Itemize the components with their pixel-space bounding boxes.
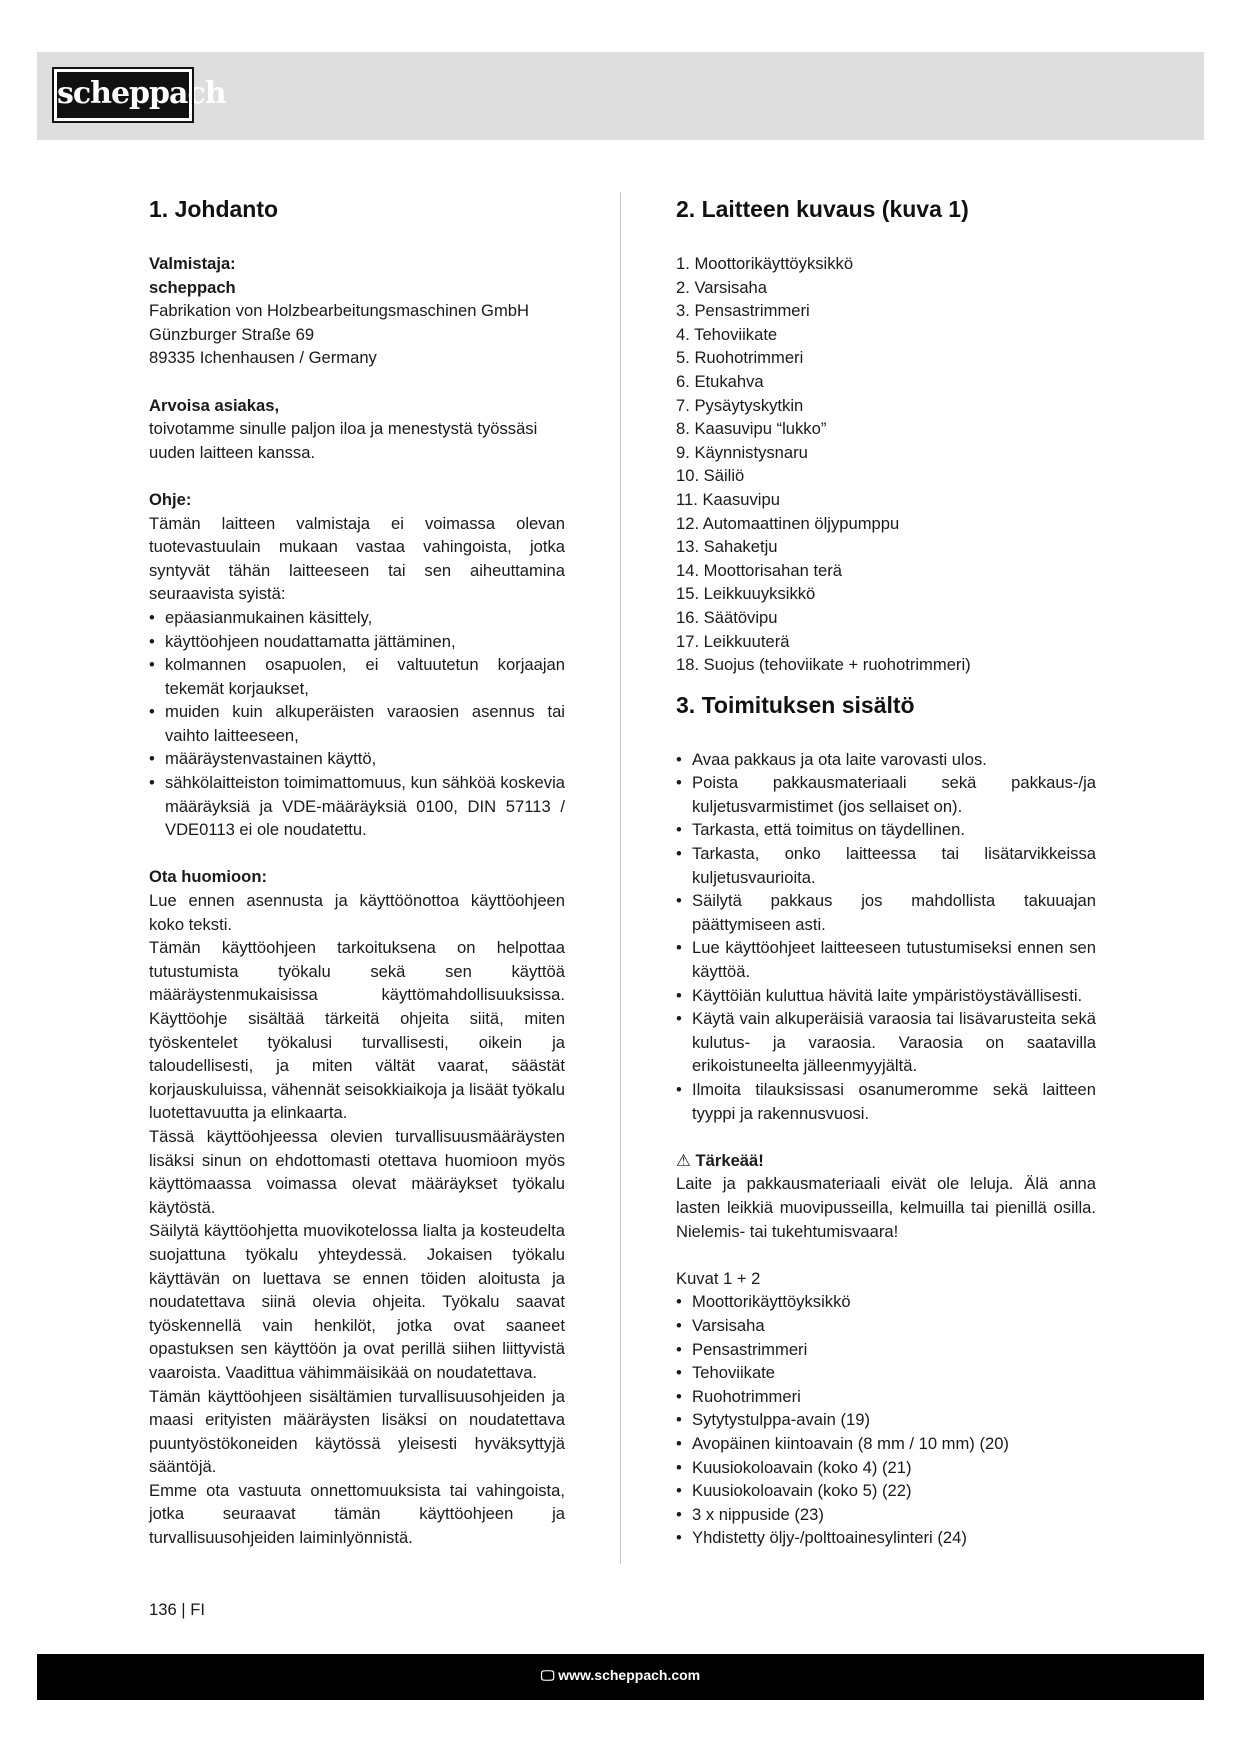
delivery-list [676,748,1096,1126]
list-item: • kolmannen osapuolen, ei valtuutetun korjaajan tekemät korjaukset, [149,653,565,700]
dear-customer-text: toivotamme sinulle paljon iloa ja menestystä työssäsi uuden laitteen kanssa. [149,419,538,462]
important-heading [676,1149,1096,1173]
note-label: Ohje: [149,489,192,509]
list-item: 10. Säiliö [676,466,745,486]
attention-paragraph: Tämän käyttöohjeen sisältämien turvallisuusohjeiden ja maasi erityisten määräysten lisäksi on noudatettava puuntyöstökoneiden käytössä yleisesti hyväksyttyjä sääntöjä. [149,1386,565,1477]
figures-label: Kuvat 1 + 2 [676,1268,761,1288]
attention-label: Ota huomioon: [149,867,267,887]
list-item: • Tehoviikate [676,1361,1096,1385]
important-text: Laite ja pakkausmateriaali eivät ole leluja. Älä anna lasten leikkiä muovipusseilla, kelmuilla tai pienillä osilla. Nielemis- tai tukehtumisvaara! [676,1174,1096,1241]
list-item: • Avopäinen kiintoavain (8 mm / 10 mm) (20) [676,1432,1096,1456]
figure-items-list [676,1290,1096,1550]
footer-band [37,1654,1204,1700]
list-item: 4. Tehoviikate [676,324,778,344]
list-item: • Moottorikäyttöyksikkö [676,1290,1096,1314]
list-item: • Ilmoita tilauksissasi osanumeromme sekä laitteen tyyppi ja rakennusvuosi. [676,1078,1096,1125]
list-item: • käyttöohjeen noudattamatta jättäminen, [149,630,565,654]
website-url: www.scheppach.com [558,1667,701,1683]
right-column [676,191,1096,1550]
address-line: Günzburger Straße 69 [149,324,315,344]
list-item: • Varsisaha [676,1314,1096,1338]
list-item: • Ruohotrimmeri [676,1385,1096,1409]
list-item: • 3 x nippuside (23) [676,1503,1096,1527]
attention-paragraph: Tämän käyttöohjeen tarkoituksena on helpottaa tutustumista työkalu sekä sen käyttöä määräystenmukaisissa käyttömahdollisuuksissa. Käyttöohje sisältää tärkeitä ohjeita siitä, miten työskentelet työkalusi turvallisesti, oikein ja taloudellisesti, ja miten vältät vaarat, säästät korjauskuluissa, vähennät seisokkiaikoja ja lisäät työkalu luotettavuutta ja elinkaarta. [149,938,565,1123]
manufacturer-label: Valmistaja: [149,254,236,273]
list-item: • Yhdistetty öljy-/polttoainesylinteri (24) [676,1526,1096,1550]
section-title-introduction: 1. Johdanto [149,196,279,222]
list-item: • Poista pakkausmateriaali sekä pakkaus-/ja kuljetusvarmistimet (jos sellaiset on). [676,771,1096,818]
list-item: 16. Säätövipu [676,607,778,627]
list-item: • Kuusiokoloavain (koko 4) (21) [676,1456,1096,1480]
attention-paragraph: Tässä käyttöohjeessa olevien turvallisuusmääräysten lisäksi sinun on ehdottomasti otettava huomioon myös käyttömaassa voimassa olevat määräykset työkalu käytöstä. [149,1126,565,1217]
list-item: • Kuusiokoloavain (koko 5) (22) [676,1479,1096,1503]
list-item: • Avaa pakkaus ja ota laite varovasti ulos. [676,748,1096,772]
list-item: 18. Suojus (tehoviikate + ruohotrimmeri) [676,655,971,675]
brand-logo: scheppach [54,69,192,121]
list-item: • Tarkasta, onko laitteessa tai lisätarvikkeissa kuljetusvaurioita. [676,842,1096,889]
important-label: Tärkeää! [695,1150,764,1170]
list-item: 15. Leikkuuyksikkö [676,584,816,604]
list-item: • Lue käyttöohjeet laitteeseen tutustumiseksi ennen sen käyttöä. [676,936,1096,983]
list-item: 3. Pensastrimmeri [676,301,810,321]
header-band [37,52,1204,140]
section-title-description: 2. Laitteen kuvaus (kuva 1) [676,196,969,222]
warning-icon: ⚠ [676,1150,691,1170]
list-item: • Pensastrimmeri [676,1338,1096,1362]
list-item: 11. Kaasuvipu [676,489,780,509]
monitor-icon: 🖵 [540,1667,555,1683]
list-item: • määräystenvastainen käyttö, [149,747,565,771]
list-item: 12. Automaattinen öljypumppu [676,513,900,533]
list-item: 9. Käynnistysnaru [676,442,808,462]
list-item: • sähkölaitteiston toimimattomuus, kun sähköä koskevia määräyksiä ja VDE-määräyksiä 0100, DIN 57113 / VDE0113 ei ole noudatettu. [149,771,565,842]
website-link[interactable] [37,1667,1204,1684]
column-divider [620,192,621,1564]
list-item: 5. Ruohotrimmeri [676,348,804,368]
address-line: 89335 Ichenhausen / Germany [149,348,377,368]
left-column [149,191,565,1550]
attention-paragraph: Säilytä käyttöohjetta muovikotelossa lialta ja kosteudelta suojattuna työkalu yhteydessä. Jokaisen työkalu käyttävän on luettava se ennen töiden aloitusta ja noudatettava siinä olevia ohjeita. Työkalu saavat työskennellä vain henkilöt, jotka ovat saaneet opastuksen sen käyttöön ja ovat perillä siihen liittyvistä vaaroista. Vaadittua vähimmäisikää on noudatettava. [149,1221,565,1382]
list-item: • epäasianmukainen käsittely, [149,606,565,630]
list-item: 13. Sahaketju [676,537,778,557]
page-number: 136 | FI [149,1600,205,1619]
list-item: 8. Kaasuvipu “lukko” [676,419,827,439]
note-text: Tämän laitteen valmistaja ei voimassa olevan tuotevastuulain mukaan vastaa vahingoista, jotka syntyvät tähän laitteeseen tai sen aiheuttamina seuraavista syistä: [149,513,565,604]
parts-list [676,252,1096,677]
list-item: 14. Moottorisahan terä [676,560,843,580]
list-item: 6. Etukahva [676,371,764,391]
attention-paragraph: Lue ennen asennusta ja käyttöönottoa käyttöohjeen koko teksti. [149,891,565,934]
list-item: • muiden kuin alkuperäisten varaosien asennus tai vaihto laitteeseen, [149,700,565,747]
address-line: Fabrikation von Holzbearbeitungsmaschinen GmbH [149,301,530,321]
list-item: • Käyttöiän kuluttua hävitä laite ympäristöystävällisesti. [676,984,1096,1008]
dear-customer-label: Arvoisa asiakas, [149,395,280,415]
list-item: • Säilytä pakkaus jos mahdollista takuuajan päättymiseen asti. [676,889,1096,936]
list-item: • Käytä vain alkuperäisiä varaosia tai lisävarusteita sekä kulutus- ja varaosia. Varaosia on saatavilla erikoistuneelta jälleenmyyjältä. [676,1007,1096,1078]
list-item: 7. Pysäytyskytkin [676,395,804,415]
list-item: • Sytytystulppa-avain (19) [676,1408,1096,1432]
list-item: 2. Varsisaha [676,277,768,297]
manufacturer-name: scheppach [149,277,236,297]
attention-paragraph: Emme ota vastuuta onnettomuuksista tai vahingoista, jotka seuraavat tämän käyttöohjeen ja turvallisuusohjeiden laiminlyönnistä. [149,1480,565,1548]
list-item: 17. Leikkuuterä [676,631,790,651]
section-title-delivery: 3. Toimituksen sisältö [676,691,915,718]
list-item: 1. Moottorikäyttöyksikkö [676,254,854,273]
note-list [149,606,565,842]
list-item: • Tarkasta, että toimitus on täydellinen. [676,818,1096,842]
